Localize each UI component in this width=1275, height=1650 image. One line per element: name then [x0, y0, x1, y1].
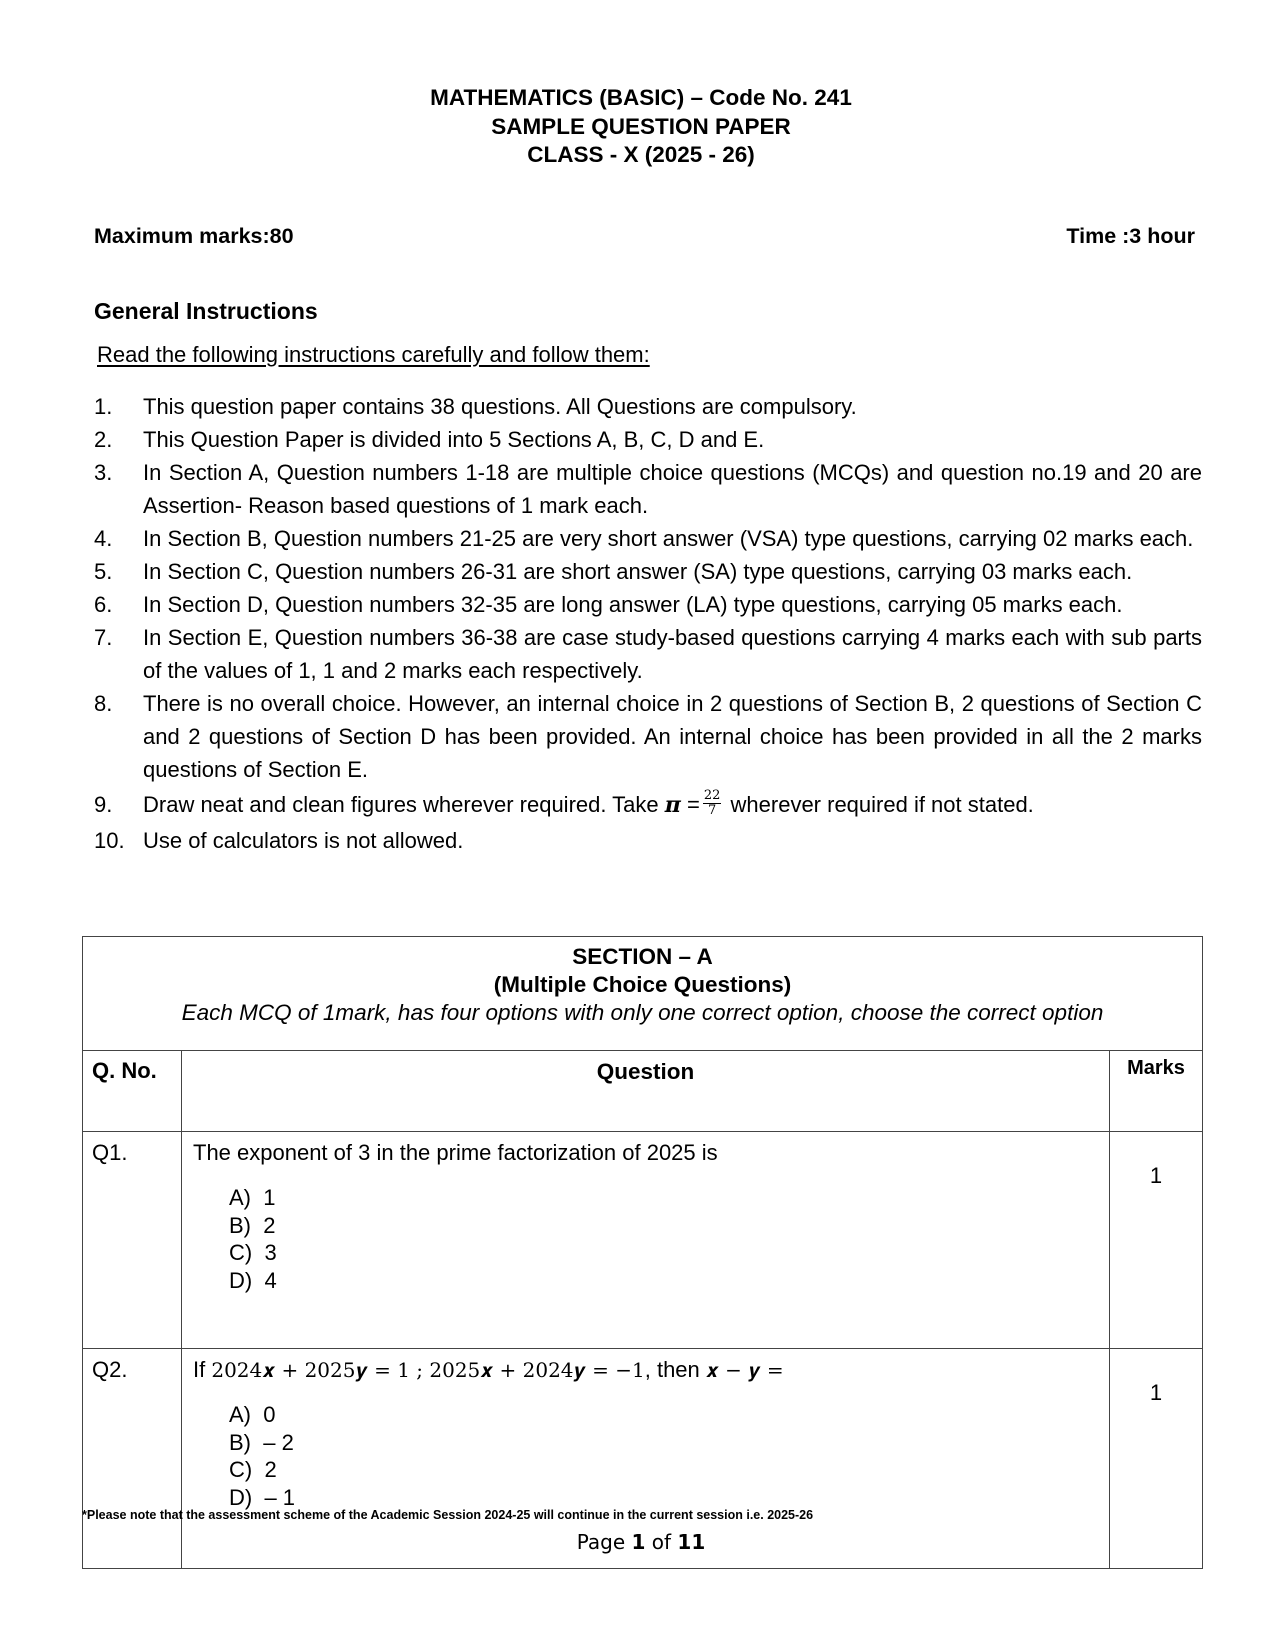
instruction-text: This Question Paper is divided into 5 Sections A, B, C, D and E.	[143, 427, 765, 452]
page-label: Page	[576, 1530, 632, 1554]
section-a-table	[82, 936, 1203, 1569]
column-header-question: Question	[182, 1051, 1110, 1132]
instruction-text: In Section B, Question numbers 21-25 are very short answer (VSA) type questions, carrying 02 marks each.	[143, 526, 1194, 551]
instruction-number: 6.	[94, 592, 113, 617]
instruction-text: In Section A, Question numbers 1-18 are multiple choice questions (MCQs) and question no.19 and 20 are Assertion- Reason based questions of 1 mark each.	[143, 460, 1202, 518]
instructions-intro: Read the following instructions carefully and follow them:	[97, 342, 650, 367]
column-header-qno: Q. No.	[83, 1051, 182, 1132]
maximum-marks: Maximum marks:80	[94, 224, 294, 248]
option-list	[229, 1401, 1109, 1511]
instruction-item	[94, 390, 1202, 423]
column-header-marks: Marks	[1110, 1051, 1203, 1132]
instruction-item	[94, 621, 1202, 687]
page-of: of	[645, 1530, 678, 1554]
option-list	[229, 1184, 1109, 1294]
instruction-number: 10.	[94, 828, 125, 853]
instruction-number: 7.	[94, 625, 113, 650]
instruction-text: There is no overall choice. However, an internal choice in 2 questions of Section B, 2 questions of Section C and 2 questions of Section D has been provided. An internal choice has been provided in all the 2 marks questions of Section E.	[143, 691, 1202, 782]
page-current: 1	[631, 1530, 646, 1554]
instruction-text	[143, 786, 1202, 824]
question-number: Q1.	[83, 1132, 182, 1349]
option-a: A) 0	[229, 1402, 276, 1427]
instruction-text-part: wherever required if not stated.	[724, 792, 1034, 817]
instruction-number: 2.	[94, 427, 113, 452]
section-header-cell	[83, 937, 1203, 1051]
option-d: D) – 1	[229, 1484, 296, 1510]
instructions-list	[94, 390, 1202, 857]
column-header-row	[83, 1051, 1203, 1132]
question-text	[193, 1357, 1109, 1383]
instruction-item	[94, 824, 1202, 857]
page-total: 11	[677, 1530, 706, 1554]
instruction-text: This question paper contains 38 questions. All Questions are compulsory.	[143, 394, 857, 419]
equation-system: 2024𝒙 + 2025𝒚 = 1 ; 2025𝒙 + 2024𝒚 = −1	[211, 1358, 645, 1382]
instruction-text: In Section C, Question numbers 26-31 are short answer (SA) type questions, carrying 03 marks each.	[143, 559, 1133, 584]
option-d: D) 4	[229, 1267, 277, 1293]
question-row	[83, 1132, 1203, 1349]
fraction-numerator: 22	[703, 787, 721, 803]
fraction-22-over-7	[703, 789, 722, 818]
instruction-text-part: Draw neat and clean figures wherever required. Take	[143, 792, 665, 817]
instruction-number: 8.	[94, 691, 113, 716]
instruction-number: 5.	[94, 559, 113, 584]
general-instructions-heading: General Instructions	[94, 298, 318, 324]
question-cell	[182, 1132, 1110, 1349]
option-c: C) 3	[229, 1240, 277, 1265]
instruction-item	[94, 687, 1202, 786]
equals-sign: =	[680, 792, 700, 817]
question-text-part: If	[193, 1357, 212, 1382]
instruction-item	[94, 555, 1202, 588]
instruction-number: 1.	[94, 394, 113, 419]
instruction-number: 3.	[94, 460, 113, 485]
question-marks: 1	[1110, 1349, 1203, 1569]
paper-title	[0, 84, 1275, 170]
instruction-item	[94, 456, 1202, 522]
option-c: C) 2	[229, 1457, 277, 1482]
option-b: B) 2	[229, 1212, 276, 1238]
section-description: Each MCQ of 1mark, has four options with only one correct option, choose the correct option	[181, 1000, 1104, 1025]
pi-symbol: π	[664, 792, 681, 818]
instruction-item	[94, 786, 1202, 824]
fraction-denominator: 7	[707, 802, 717, 818]
instruction-item	[94, 588, 1202, 621]
question-number: Q2.	[83, 1349, 182, 1569]
question-text-part: , then	[644, 1357, 706, 1382]
instruction-item	[94, 522, 1202, 555]
instruction-text: Use of calculators is not allowed.	[143, 828, 464, 853]
option-b: B) – 2	[229, 1429, 294, 1455]
section-subtitle: (Multiple Choice Questions)	[493, 972, 792, 997]
instruction-text: In Section E, Question numbers 36-38 are case study-based questions carrying 4 marks each with sub parts of the values of 1, 1 and 2 marks each respectively.	[143, 625, 1202, 683]
section-title: SECTION – A	[572, 944, 713, 969]
title-class: CLASS - X (2025 - 26)	[527, 142, 755, 167]
page-number	[0, 1530, 1275, 1554]
question-text: The exponent of 3 in the prime factorization of 2025 is	[193, 1140, 718, 1165]
instruction-text: In Section D, Question numbers 32-35 are long answer (LA) type questions, carrying 05 marks each.	[143, 592, 1123, 617]
assessment-footnote: *Please note that the assessment scheme of the Academic Session 2024-25 will continue in the current session i.e. 2025-26	[82, 1508, 814, 1522]
equation-target: 𝒙 − 𝒚 =	[705, 1358, 784, 1382]
instruction-number: 4.	[94, 526, 113, 551]
time-allowed: Time :3 hour	[1066, 224, 1195, 248]
title-paper-type: SAMPLE QUESTION PAPER	[491, 113, 791, 139]
option-a: A) 1	[229, 1185, 276, 1210]
title-subject: MATHEMATICS (BASIC) – Code No. 241	[430, 85, 852, 110]
section-header-row	[83, 937, 1203, 1051]
instruction-item	[94, 423, 1202, 456]
question-marks: 1	[1110, 1132, 1203, 1349]
instruction-number: 9.	[94, 792, 113, 817]
